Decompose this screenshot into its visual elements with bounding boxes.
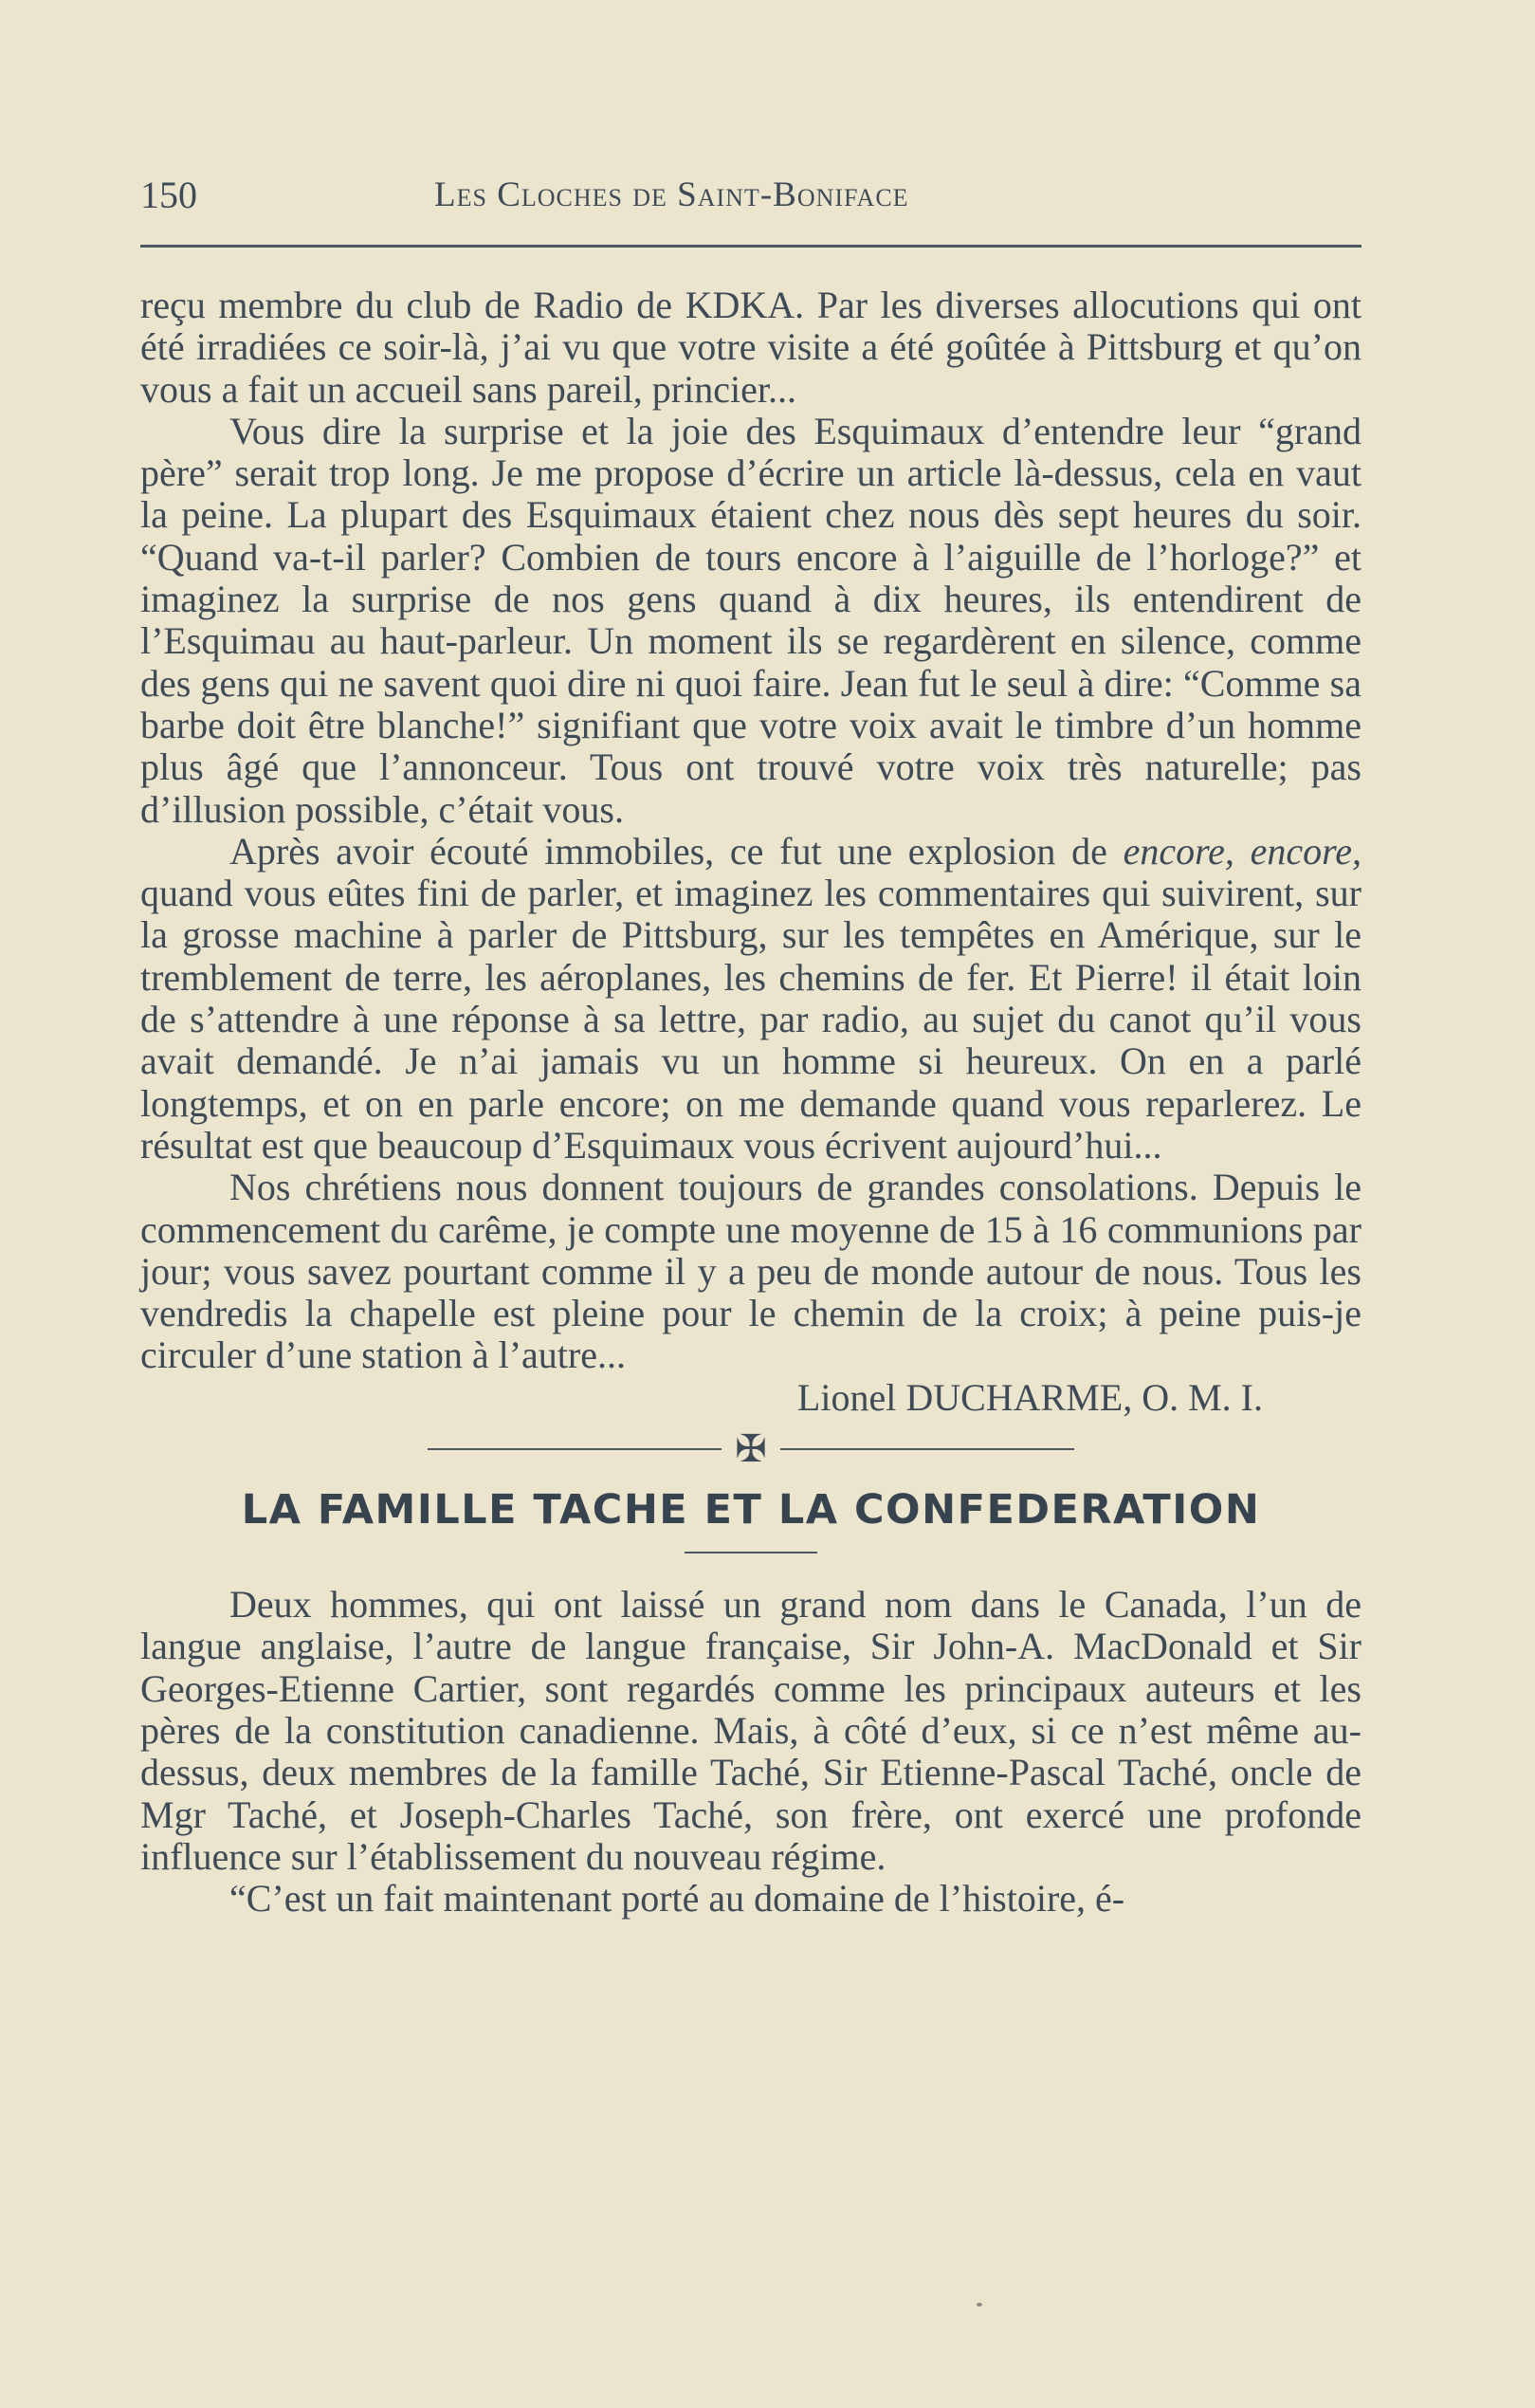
letter-paragraph-1: reçu membre du club de Radio de KDKA. Par les diverses allocutions qui ont été irradiées ce soir-là, j’ai vu que votre visite a été goûtée à Pittsburg et qu’on vous a fait un accueil sans pareil, princier... (140, 284, 1361, 411)
article-title: LA FAMILLE TACHE ET LA CONFEDERATION (241, 1486, 1261, 1535)
letter-paragraph-3 (140, 831, 1361, 1167)
letter-paragraph-3-start: Après avoir écouté immobiles, ce fut une explosion de (229, 829, 1124, 873)
section-divider (140, 1428, 1361, 1470)
title-rule (685, 1552, 817, 1553)
article-paragraph-2: “C’est un fait maintenant porté au domaine de l’histoire, é- (229, 1877, 1125, 1921)
divider-line-left (428, 1448, 722, 1450)
page-number: 150 (140, 174, 197, 216)
page-header (140, 173, 1361, 230)
letter-paragraph-3-italic: encore, encore, (1123, 829, 1361, 873)
article-paragraph-1: Deux hommes, qui ont laissé un grand nom dans le Canada, l’un de langue anglaise, l’autre de langue française, Sir John-A. MacDonald et Sir Georges-Etienne Cartier, sont regardés comme les principaux auteurs et les pères de la constitution canadienne. Mais, à côté d’eux, si ce n’est même au-dessus, deux membres de la famille Taché, Sir Etienne-Pascal Taché, oncle de Mgr Taché, et Joseph-Charles Taché, son frère, ont exercé une profonde influence sur l’établissement du nouveau régime. (140, 1583, 1361, 1878)
signature: Lionel DUCHARME, O. M. I. (796, 1375, 1263, 1419)
ink-speck (977, 2303, 982, 2307)
letter-paragraph-2: Vous dire la surprise et la joie des Esquimaux d’entendre leur “grand père” serait trop long. Je me propose d’écrire un article là-dessus, cela en vaut la peine. La plupart des Esquimaux étaient chez nous dès sept heures du soir. “Quand va-t-il parler? Combien de tours encore à l’aiguille de l’horloge?” et imaginez la surprise de nos gens quand à dix heures, ils entendirent de l’Esquimau au haut-parleur. Un moment ils se regardèrent en silence, comme des gens qui ne savent quoi dire ni quoi faire. Jean fut le seul à dire: “Comme sa barbe doit être blanche!” signifiant que votre voix avait le timbre d’un homme plus âgé que l’annonceur. Tous ont trouvé votre voix très naturelle; pas d’illusion possible, c’était vous. (140, 409, 1361, 831)
letter-paragraph-4: Nos chrétiens nous donnent toujours de grandes consolations. Depuis le commencement du carême, je compte une moyenne de 15 à 16 communions par jour; vous savez pourtant comme il y a peu de monde autour de nous. Tous les vendredis la chapelle est pleine pour le chemin de la croix; à peine puis-je circuler d’une station à l’autre... (140, 1166, 1361, 1377)
running-title: Les Cloches de Saint-Boniface (434, 175, 909, 214)
cross-icon: ✠ (735, 1426, 767, 1470)
header-rule (140, 245, 1361, 248)
letter-paragraph-3-end: quand vous eûtes fini de parler, et imaginez les commentaires qui suivirent, sur la grosse machine à parler de Pittsburg, sur les tempêtes en Amérique, sur le tremblement de terre, les aéroplanes, les chemins de fer. Et Pierre! il était loin de s’attendre à une réponse à sa lettre, par radio, au sujet du canot qu’il vous avait demandé. Je n’ai jamais vu un homme si heureux. On en a parlé longtemps, et on en parle encore; on me demande quand vous reparlerez. Le résultat est que beaucoup d’Esquimaux vous écrivent aujourd’hui... (140, 872, 1361, 1167)
body-text (140, 285, 1361, 1920)
divider-line-right (780, 1448, 1074, 1450)
